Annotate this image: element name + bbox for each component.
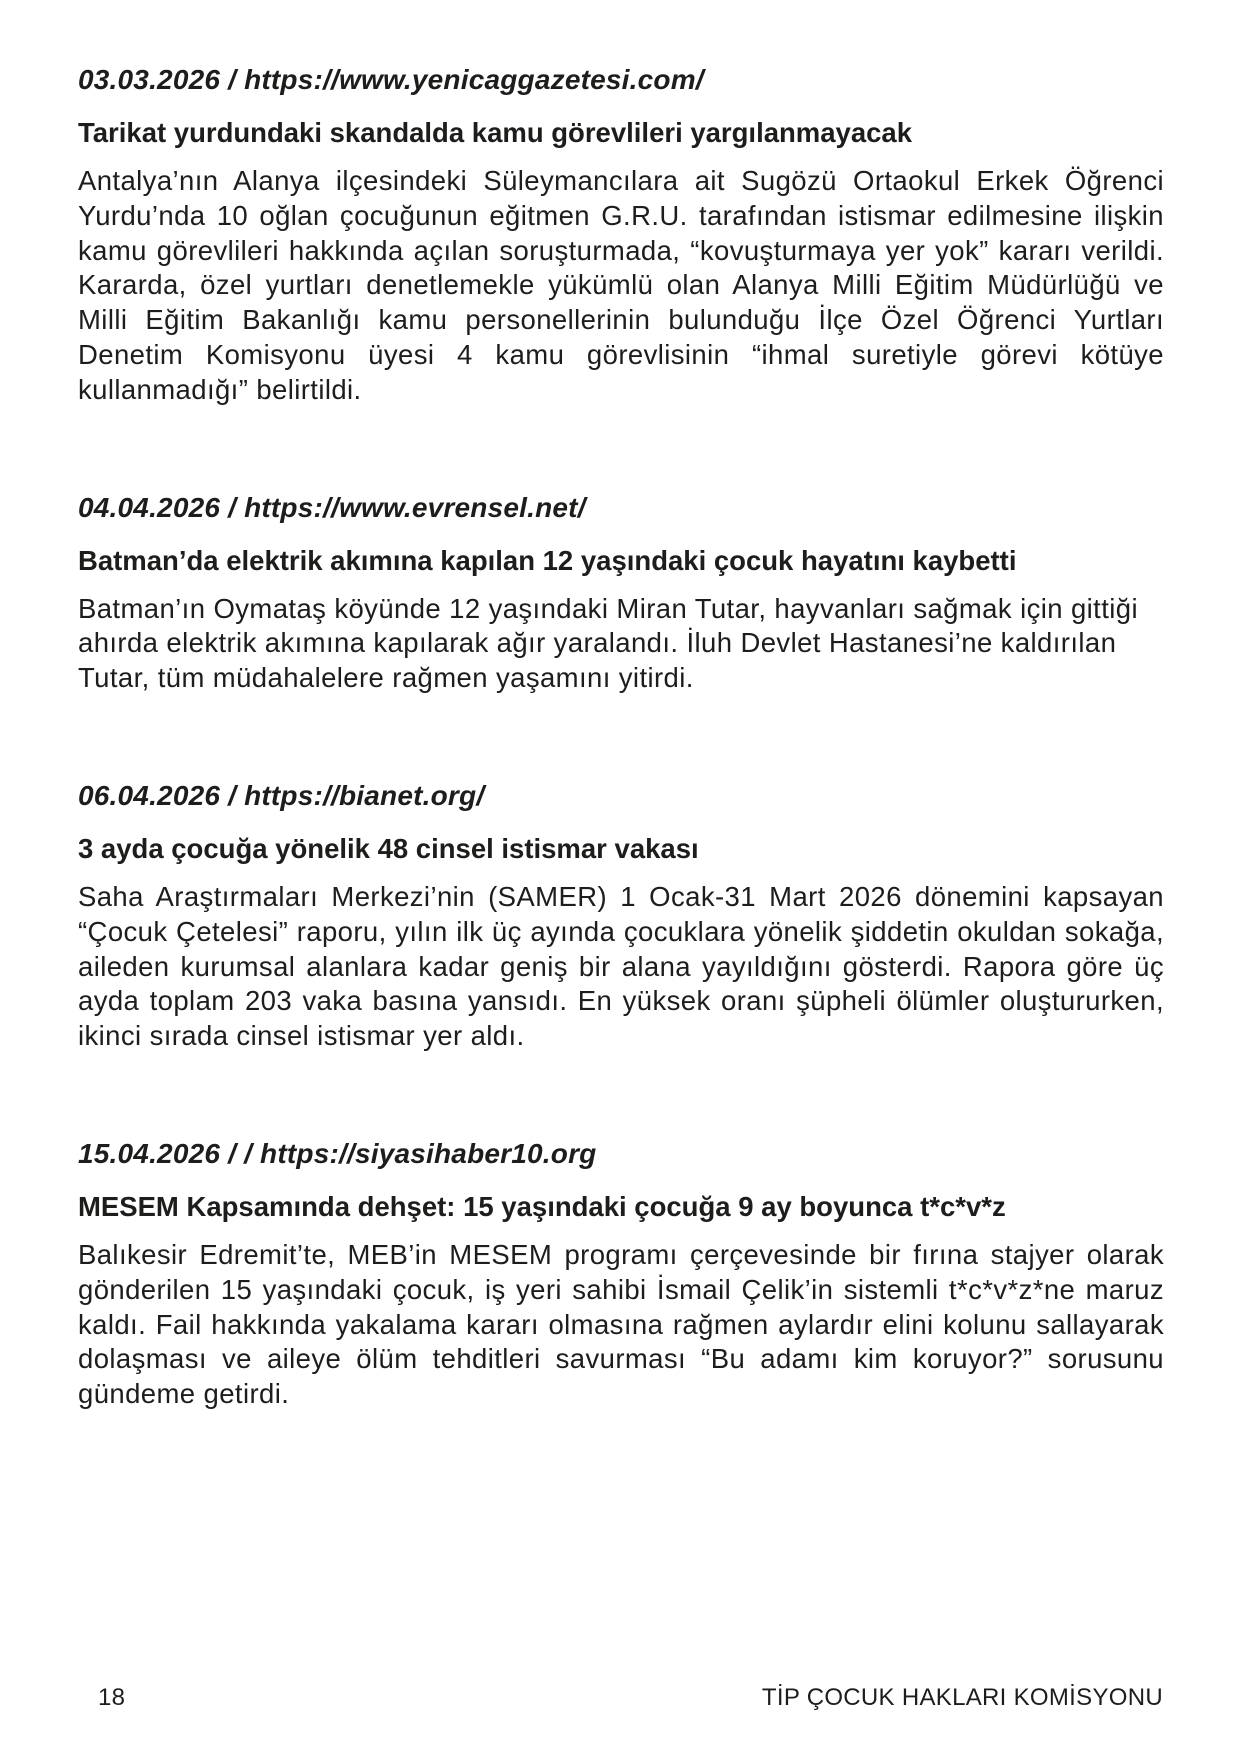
publisher-name: TİP ÇOCUK HAKLARI KOMİSYONU [761, 1684, 1163, 1711]
news-entry [78, 778, 1164, 1054]
entry-date-source: 06.04.2026 / https://bianet.org/ [78, 779, 485, 811]
document-page [78, 62, 1164, 1494]
entry-body: Saha Araştırmaları Merkezi’nin (SAMER) 1 Ocak-31 Mart 2026 dönemini kapsayan “Çocuk Çetelesi” raporu, yılın ilk üç ayında çocuklara yönelik şiddetin okuldan sokağa, aileden kurumsal alanlara kadar geniş bir alana yayıldığını gösterdi. Rapora göre üç ayda toplam 203 vaka basına yansıdı. En yüksek oranı şüpheli ölümler oluştururken, ikinci sırada cinsel istismar yer aldı. [78, 880, 1164, 1052]
entry-date-source: 04.04.2026 / https://www.evrensel.net/ [78, 491, 586, 523]
news-entry [78, 1136, 1164, 1412]
entry-date-source: 15.04.2026 / / https://siyasihaber10.org [78, 1137, 597, 1169]
entry-title: Batman’da elektrik akımına kapılan 12 yaşındaki çocuk hayatını kaybetti [78, 544, 1017, 576]
entry-title: MESEM Kapsamında dehşet: 15 yaşındaki çocuğa 9 ay boyunca t*c*v*z [78, 1190, 1006, 1222]
entry-body: Balıkesir Edremit’te, MEB’in MESEM programı çerçevesinde bir fırına stajyer olarak gönderilen 15 yaşındaki çocuk, iş yeri sahibi İsmail Çelik’in sistemli t*c*v*z*ne maruz kaldı. Fail hakkında yakalama kararı olmasına rağmen aylardır elini kolunu sallayarak dolaşması ve aileye ölüm tehditleri savurması “Bu adamı kim koruyor?” sorusunu gündeme getirdi. [78, 1238, 1164, 1410]
news-entry [78, 490, 1164, 696]
entry-title: 3 ayda çocuğa yönelik 48 cinsel istismar vakası [78, 832, 699, 864]
page-footer [98, 1683, 1163, 1713]
entry-title: Tarikat yurdundaki skandalda kamu görevlileri yargılanmayacak [78, 117, 913, 148]
page-number: 18 [98, 1684, 126, 1711]
entry-date-source: 03.03.2026 / https://www.yenicaggazetesi.com/ [78, 64, 704, 95]
entry-body: Antalya’nın Alanya ilçesindeki Süleymancılara ait Sugözü Ortaokul Erkek Öğrenci Yurdu’nda 10 oğlan çocuğunun eğitmen G.R.U. tarafından istismar edilmesine ilişkin kamu görevlileri hakkında açılan soruşturmada, “kovuşturmaya yer yok” kararı verildi. Kararda, özel yurtları denetlemekle yükümlü olan Alanya Milli Eğitim Müdürlüğü ve Milli Eğitim Bakanlığı kamu personellerinin bulunduğu İlçe Özel Öğrenci Yurtları Denetim Komisyonu üyesi 4 kamu görevlisinin “ihmal suretiyle görevi kötüye kullanmadığı” belirtildi. [78, 165, 1164, 405]
news-entry [78, 62, 1164, 408]
entry-body: Batman’ın Oymataş köyünde 12 yaşındaki Miran Tutar, hayvanları sağmak için gittiği ahırda elektrik akımına kapılarak ağır yaralandı. İluh Devlet Hastanesi’ne kaldırılan Tutar, tüm müdahalelere rağmen yaşamını yitirdi. [78, 592, 1138, 694]
